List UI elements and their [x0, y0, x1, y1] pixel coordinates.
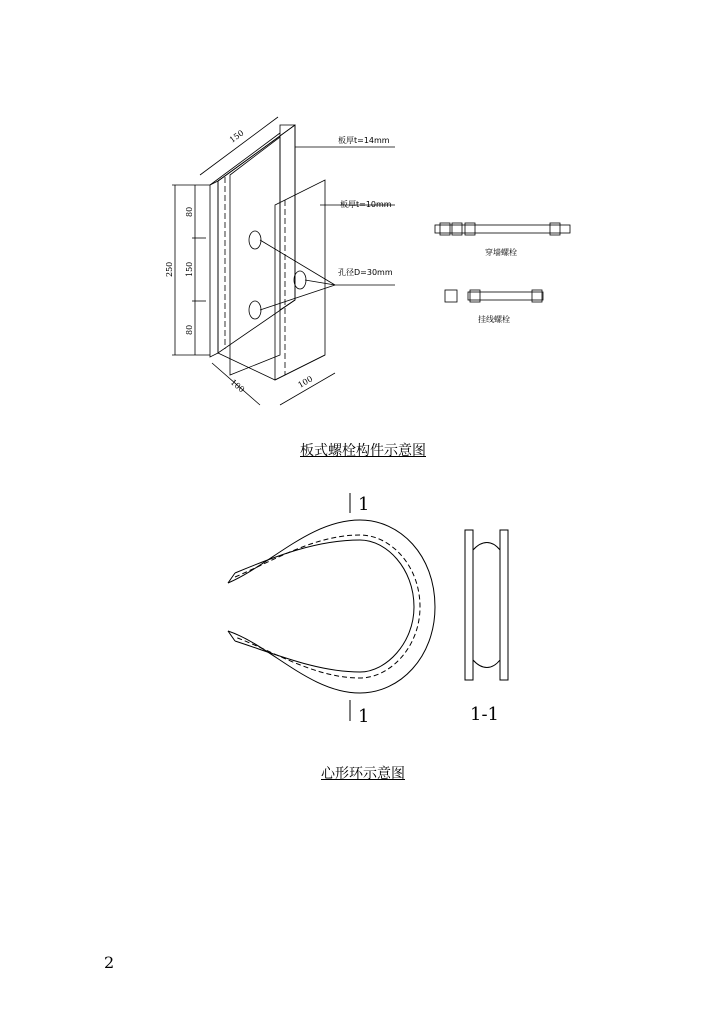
callout-plate-14: 板厚t=14mm	[338, 136, 390, 145]
thimble-drawing	[210, 485, 530, 730]
dim-bottom-right: 100	[296, 374, 315, 390]
section-mark-bottom: 1	[358, 706, 370, 727]
plate-bolt-figure	[160, 105, 580, 415]
dim-top-width: 150	[227, 128, 246, 145]
dim-seg-mid: 150	[185, 261, 194, 277]
dim-total-height: 250	[165, 261, 174, 277]
page-number: 2	[104, 953, 115, 972]
callout-plate-10: 板厚t=10mm	[340, 200, 392, 209]
hanging-bolt-label: 挂线螺栓	[478, 315, 510, 324]
section-view-label: 1-1	[470, 704, 499, 725]
thimble-figure	[210, 485, 530, 730]
through-bolt-label: 穿墙螺栓	[485, 248, 517, 257]
section-mark-top: 1	[358, 494, 370, 515]
figure1-caption: 板式螺栓构件示意图	[300, 443, 426, 459]
callout-hole-dia: 孔径D=30mm	[338, 268, 393, 277]
dim-seg-top: 80	[185, 206, 194, 217]
plate-bolt-drawing	[160, 105, 580, 415]
figure2-caption: 心形环示意图	[321, 766, 405, 782]
dim-seg-bottom: 80	[185, 324, 194, 335]
dim-bottom-left: 100	[228, 377, 247, 395]
